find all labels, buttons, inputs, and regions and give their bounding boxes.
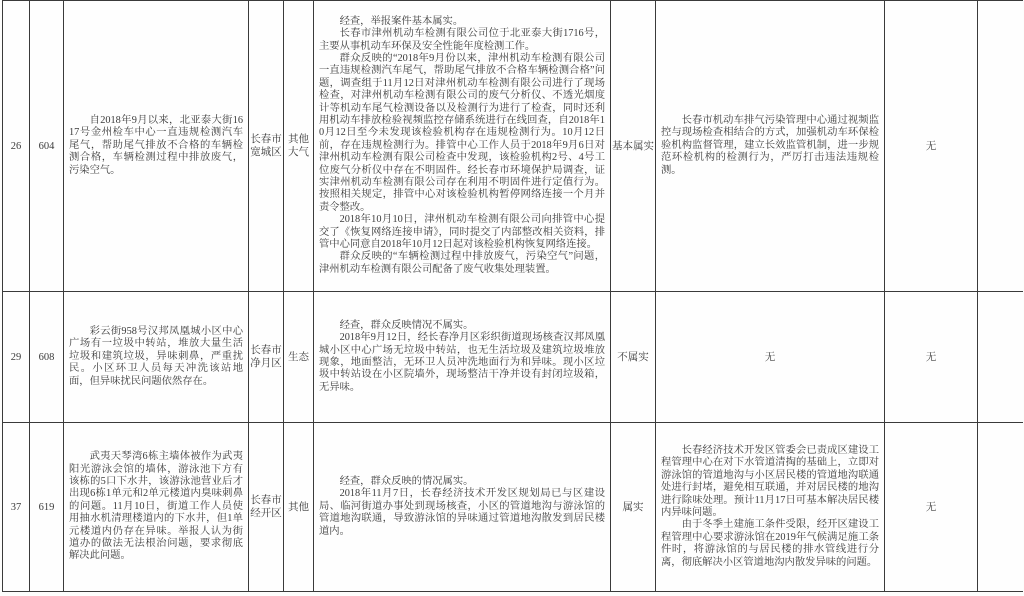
investigation-paragraph: 群众反映的“车辆检测过程中排放废气，污染空气”问题，津州机动车检测有限公司配备了废气收集处理装置。 <box>319 251 605 275</box>
category-value: 生态 <box>288 351 309 363</box>
investigation-paragraph: 2018年10月10日，津州机动车检测有限公司向排管中心提交了《恢复网络连接申请》，同时提交了内部整改相关资料，排管中心同意自2018年10月12日起对该检验机构恢复网络连接。 <box>319 214 605 251</box>
measures-value: 无 <box>764 351 776 363</box>
investigation-paragraph: 2018年11月7日，长春经济技术开发区规划局已与区建设局、临河街道办事处到现场核查，小区的管道地沟与游泳馆的管道地沟联通，导致游泳馆的异味通过管道地沟散发到居民楼道内。 <box>319 488 605 537</box>
investigation-paragraph: 经查，群众反映情况不属实。 <box>339 319 474 331</box>
verdict-cell <box>610 0 655 291</box>
category-value: 其他大气 <box>288 134 309 158</box>
verdict-cell <box>610 422 655 592</box>
complaint-cell <box>63 422 248 592</box>
remark-value: 无 <box>925 351 937 363</box>
remark-cell <box>884 422 977 592</box>
seq-cell <box>2 0 29 291</box>
complaint-paragraph: 彩云街958号汉邦凤凰城小区中心广场有一垃圾中转站，堆放大量生活垃圾和建筑垃圾，异味刺鼻，严重扰民。小区环卫人员每天冲洗该站地面，但异味扰民问题依然存在。 <box>69 325 243 387</box>
seq-cell <box>2 291 29 422</box>
district-value: 长春市经开区 <box>250 495 282 519</box>
case-number-value: 619 <box>38 501 55 513</box>
investigation-paragraph: 经查，群众反映的情况属实。 <box>339 475 474 487</box>
district-value: 长春市宽城区 <box>250 134 282 158</box>
verdict-value: 基本属实 <box>612 140 654 152</box>
category-cell <box>283 422 313 592</box>
investigation-cell <box>313 0 610 291</box>
case-number-value: 608 <box>38 351 55 363</box>
case-number-cell <box>29 0 63 291</box>
category-value: 其他 <box>288 501 309 513</box>
seq-value: 26 <box>10 140 22 152</box>
investigation-paragraph: 经查，举报案件基本属实。 <box>339 15 464 27</box>
seq-value: 29 <box>10 351 22 363</box>
district-cell <box>248 291 283 422</box>
complaints-table <box>2 0 1023 592</box>
case-number-cell <box>29 422 63 592</box>
trailing-cell <box>977 291 1023 422</box>
measures-paragraph: 长春市机动车排气污染管理中心通过视频监控与现场检查相结合的方式，加强机动车环保检验机构监督管理，建立长效监管机制，进一步规范环检机构的检测行为，严厉打击违法违规检测。 <box>661 114 879 176</box>
measures-paragraph: 由于冬季土建施工条件受限，经开区建设工程管理中心要求游泳馆在2019年气候满足施工条件时，将游泳馆的与居民楼的排水管线进行分离，彻底解决小区管道地沟内散发异味的问题。 <box>661 519 879 568</box>
category-cell <box>283 0 313 291</box>
investigation-cell <box>313 422 610 592</box>
trailing-cell <box>977 0 1023 291</box>
measures-cell <box>655 422 884 592</box>
complaint-paragraph: 武夷天琴湾6栋主墙体被作为武夷阳光游泳会馆的墙体，游泳池下方有该栋的5口下水井，该游泳池营业后才出现6栋1单元和2单元楼道内臭味刺鼻的问题。11月10日，街道工作人员使用抽水机清理楼道内的下水井，但1单元楼道内仍存在异味。举报人认为街道办的做法无法根治问题，要求彻底解决此问题。 <box>69 451 243 562</box>
district-cell <box>248 0 283 291</box>
seq-value: 37 <box>10 501 22 513</box>
category-cell <box>283 291 313 422</box>
complaint-paragraph: 自2018年9月以来，北亚泰大街1617号金州检车中心一直违规检测汽车尾气，帮助尾气排放不合格的车辆检测合格，车辆检测过程中排放废气，污染空气。 <box>69 114 243 176</box>
measures-paragraph: 长春经济技术开发区管委会已责成区建设工程管理中心在对下水管道清掏的基础上，立即对游泳馆的管道地沟与小区居民楼的管道地沟联通处进行封堵，避免相互联通，并对居民楼的地沟进行除味处理。预计11月17日可基本解决居民楼内异味问题。 <box>661 444 879 518</box>
investigation-paragraph: 2018年9月12日，经长春净月区彩织街道现场核查汉邦凤凰城小区中心广场无垃圾中转站，也无生活垃圾及建筑垃圾堆放现象，地面整洁，无环卫人员冲洗地面行为和异味。现小区垃圾中转站设在小区院墙外，现场整洁干净并设有封闭垃圾箱，无异味。 <box>319 332 605 393</box>
measures-cell <box>655 291 884 422</box>
seq-cell <box>2 422 29 592</box>
measures-cell <box>655 0 884 291</box>
verdict-cell <box>610 291 655 422</box>
verdict-value: 属实 <box>622 501 644 513</box>
district-cell <box>248 422 283 592</box>
case-number-value: 604 <box>38 140 55 152</box>
investigation-paragraph: 长春市津州机动车检测有限公司位于北亚泰大街1716号，主要从事机动车环保及安全性能年度检测工作。 <box>319 28 605 52</box>
district-value: 长春市净月区 <box>250 345 282 369</box>
remark-value: 无 <box>925 140 937 152</box>
remark-value: 无 <box>925 501 937 513</box>
verdict-value: 不属实 <box>617 351 649 363</box>
trailing-cell <box>977 422 1023 592</box>
complaint-cell <box>63 0 248 291</box>
complaint-cell <box>63 291 248 422</box>
remark-cell <box>884 0 977 291</box>
investigation-cell <box>313 291 610 422</box>
case-number-cell <box>29 291 63 422</box>
investigation-paragraph: 群众反映的“2018年9月份以来，津州机动车检测有限公司一直违规检测汽车尾气，帮助尾气排放不合格车辆检测合格”问题，调查组于11月12日对津州机动车检测有限公司进行了现场检查，对津州机动车检测有限公司的废气分析仪、不透光烟度计等机动车尾气检测设备以及检测行为进行了检查，同时还利用机动车排放检验视频监控存储系统进行在线回查，自2018年10月12日至今未发现该检验机构存在违规检测行为。10月12日前，存在违规检测行为。排管中心工作人员于2018年9月6日对津州机动车检测有限公司检查中发现，该检验机构2号、4号工位废气分析仪中存在不明固件。经长春市环境保护局调查，证实津州机动车检测有限公司存在利用不明固件进行定值行为。按照相关规定，排管中心对该检验机构暂停网络连接一个月并责令整改。 <box>319 52 605 213</box>
remark-cell <box>884 291 977 422</box>
